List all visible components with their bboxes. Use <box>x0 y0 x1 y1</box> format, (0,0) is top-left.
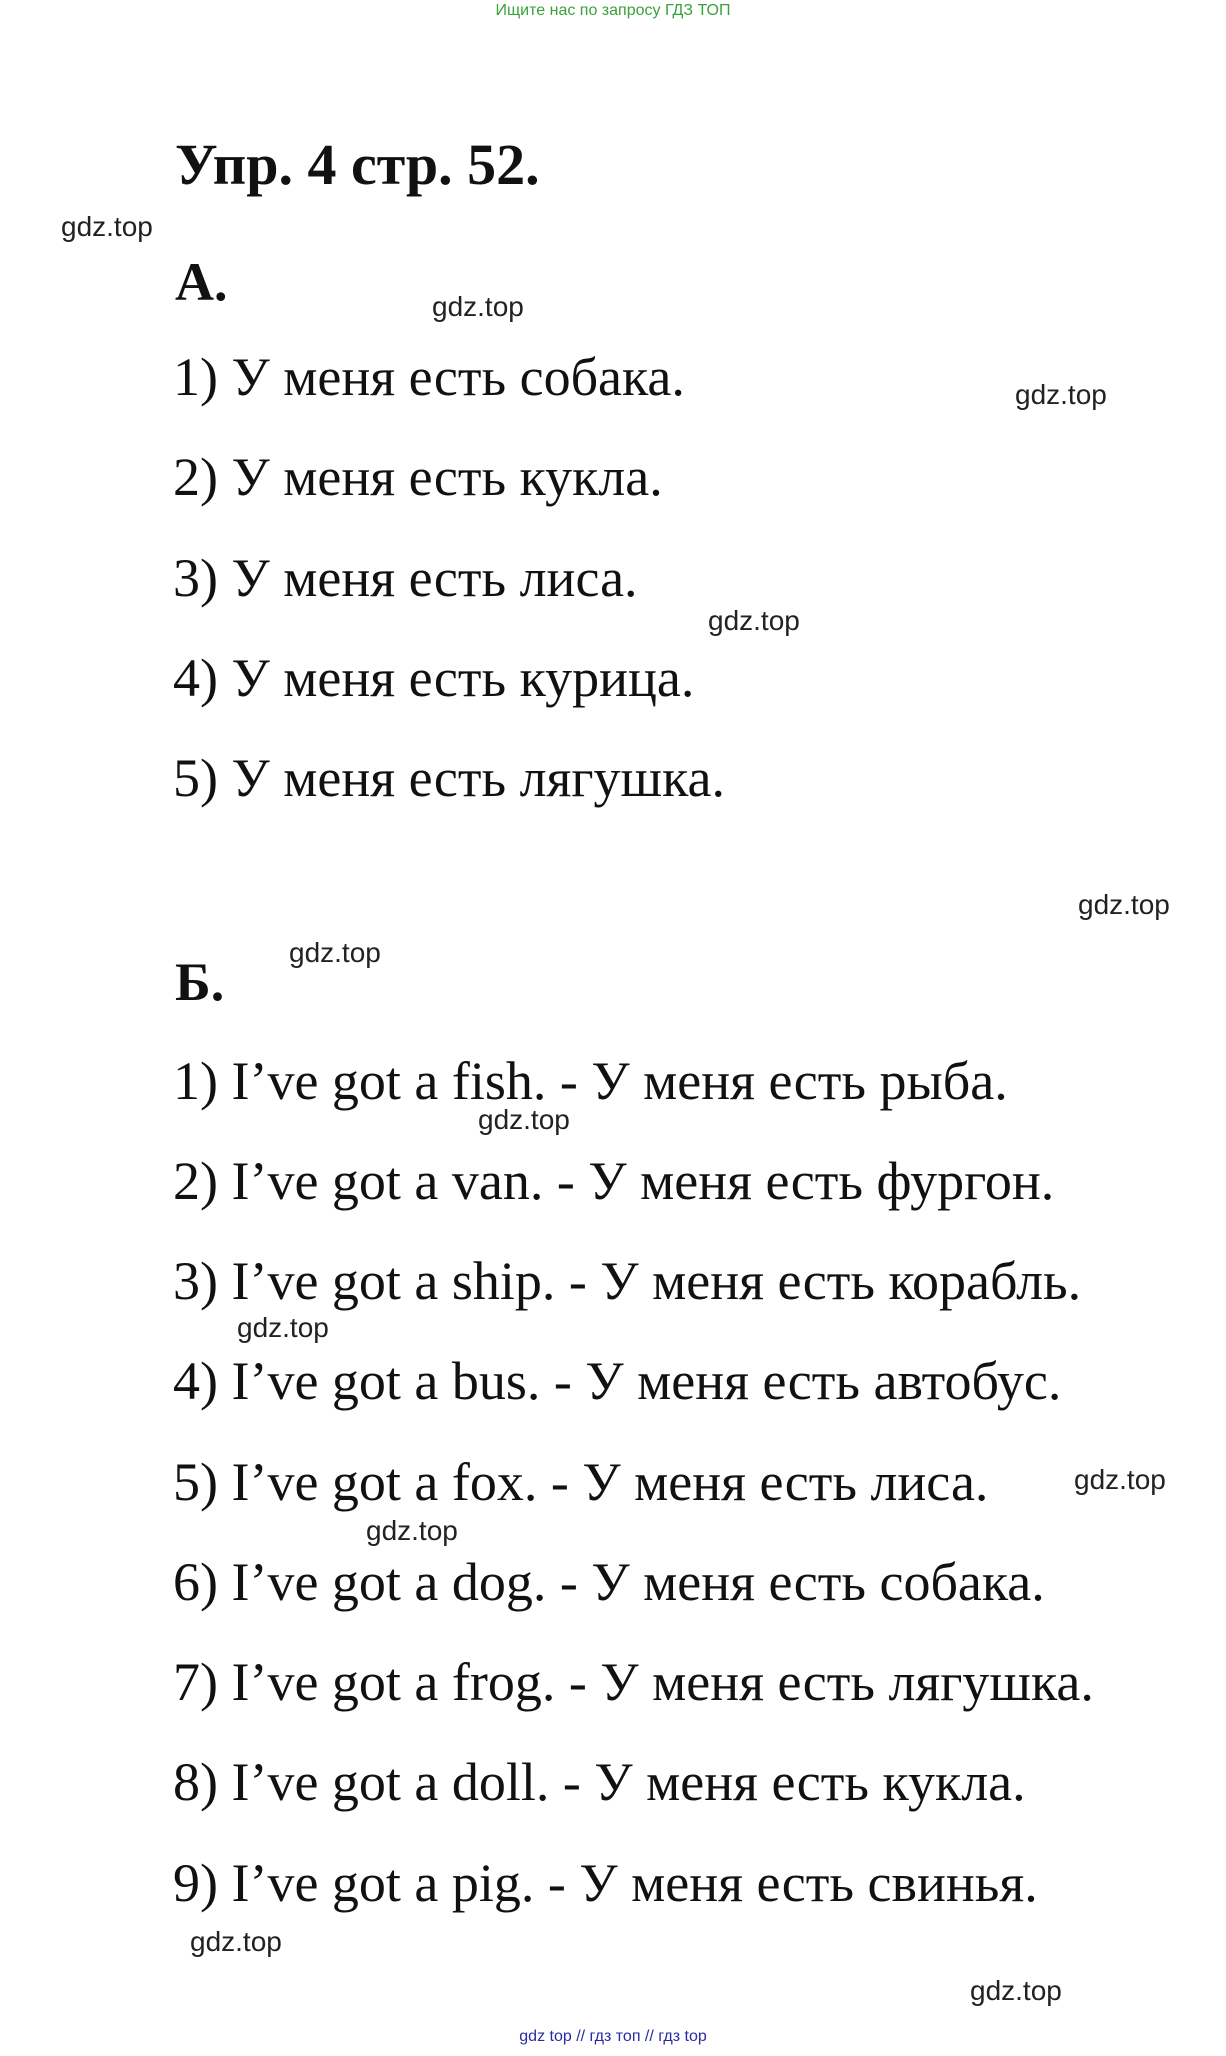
watermark: gdz.top <box>190 1926 282 1957</box>
footer-watermark: gdz top // гдз топ // гдз top <box>519 2028 707 2045</box>
watermark: gdz.top <box>970 1975 1062 2006</box>
section-a-item: 4) У меня есть курица. <box>173 648 695 708</box>
section-b-label: Б. <box>175 952 225 1012</box>
watermark: gdz.top <box>366 1515 458 1546</box>
watermark: gdz.top <box>1078 889 1170 920</box>
watermark: gdz.top <box>708 605 800 636</box>
section-b-item: 5) I’ve got a fox. - У меня есть лиса. <box>173 1452 989 1512</box>
section-b-item: 2) I’ve got a van. - У меня есть фургон. <box>173 1151 1055 1211</box>
watermark: gdz.top <box>289 937 381 968</box>
page-title: Упр. 4 стр. 52. <box>175 132 540 197</box>
watermark: gdz.top <box>61 211 153 242</box>
section-a-item: 1) У меня есть собака. <box>173 347 685 407</box>
section-b-item: 8) I’ve got a doll. - У меня есть кукла. <box>173 1752 1026 1812</box>
watermark: gdz.top <box>478 1104 570 1135</box>
section-b-item: 6) I’ve got a dog. - У меня есть собака. <box>173 1552 1045 1612</box>
search-banner: Ищите нас по запросу ГДЗ ТОП <box>495 2 731 19</box>
section-b-item: 3) I’ve got a ship. - У меня есть корабль. <box>173 1251 1082 1311</box>
section-a-item: 2) У меня есть кукла. <box>173 447 663 507</box>
section-b-item: 4) I’ve got a bus. - У меня есть автобус. <box>173 1351 1062 1411</box>
section-b-item: 9) I’ve got a pig. - У меня есть свинья. <box>173 1853 1038 1913</box>
watermark: gdz.top <box>432 291 524 322</box>
section-a-label: А. <box>175 252 228 312</box>
watermark: gdz.top <box>1074 1464 1166 1495</box>
section-a-item: 3) У меня есть лиса. <box>173 548 638 608</box>
watermark: gdz.top <box>1015 379 1107 410</box>
watermark: gdz.top <box>237 1312 329 1343</box>
section-b-item: 7) I’ve got a frog. - У меня есть лягушка. <box>173 1652 1094 1712</box>
section-a-item: 5) У меня есть лягушка. <box>173 748 725 808</box>
section-b-item: 1) I’ve got a fish. - У меня есть рыба. <box>173 1051 1008 1111</box>
